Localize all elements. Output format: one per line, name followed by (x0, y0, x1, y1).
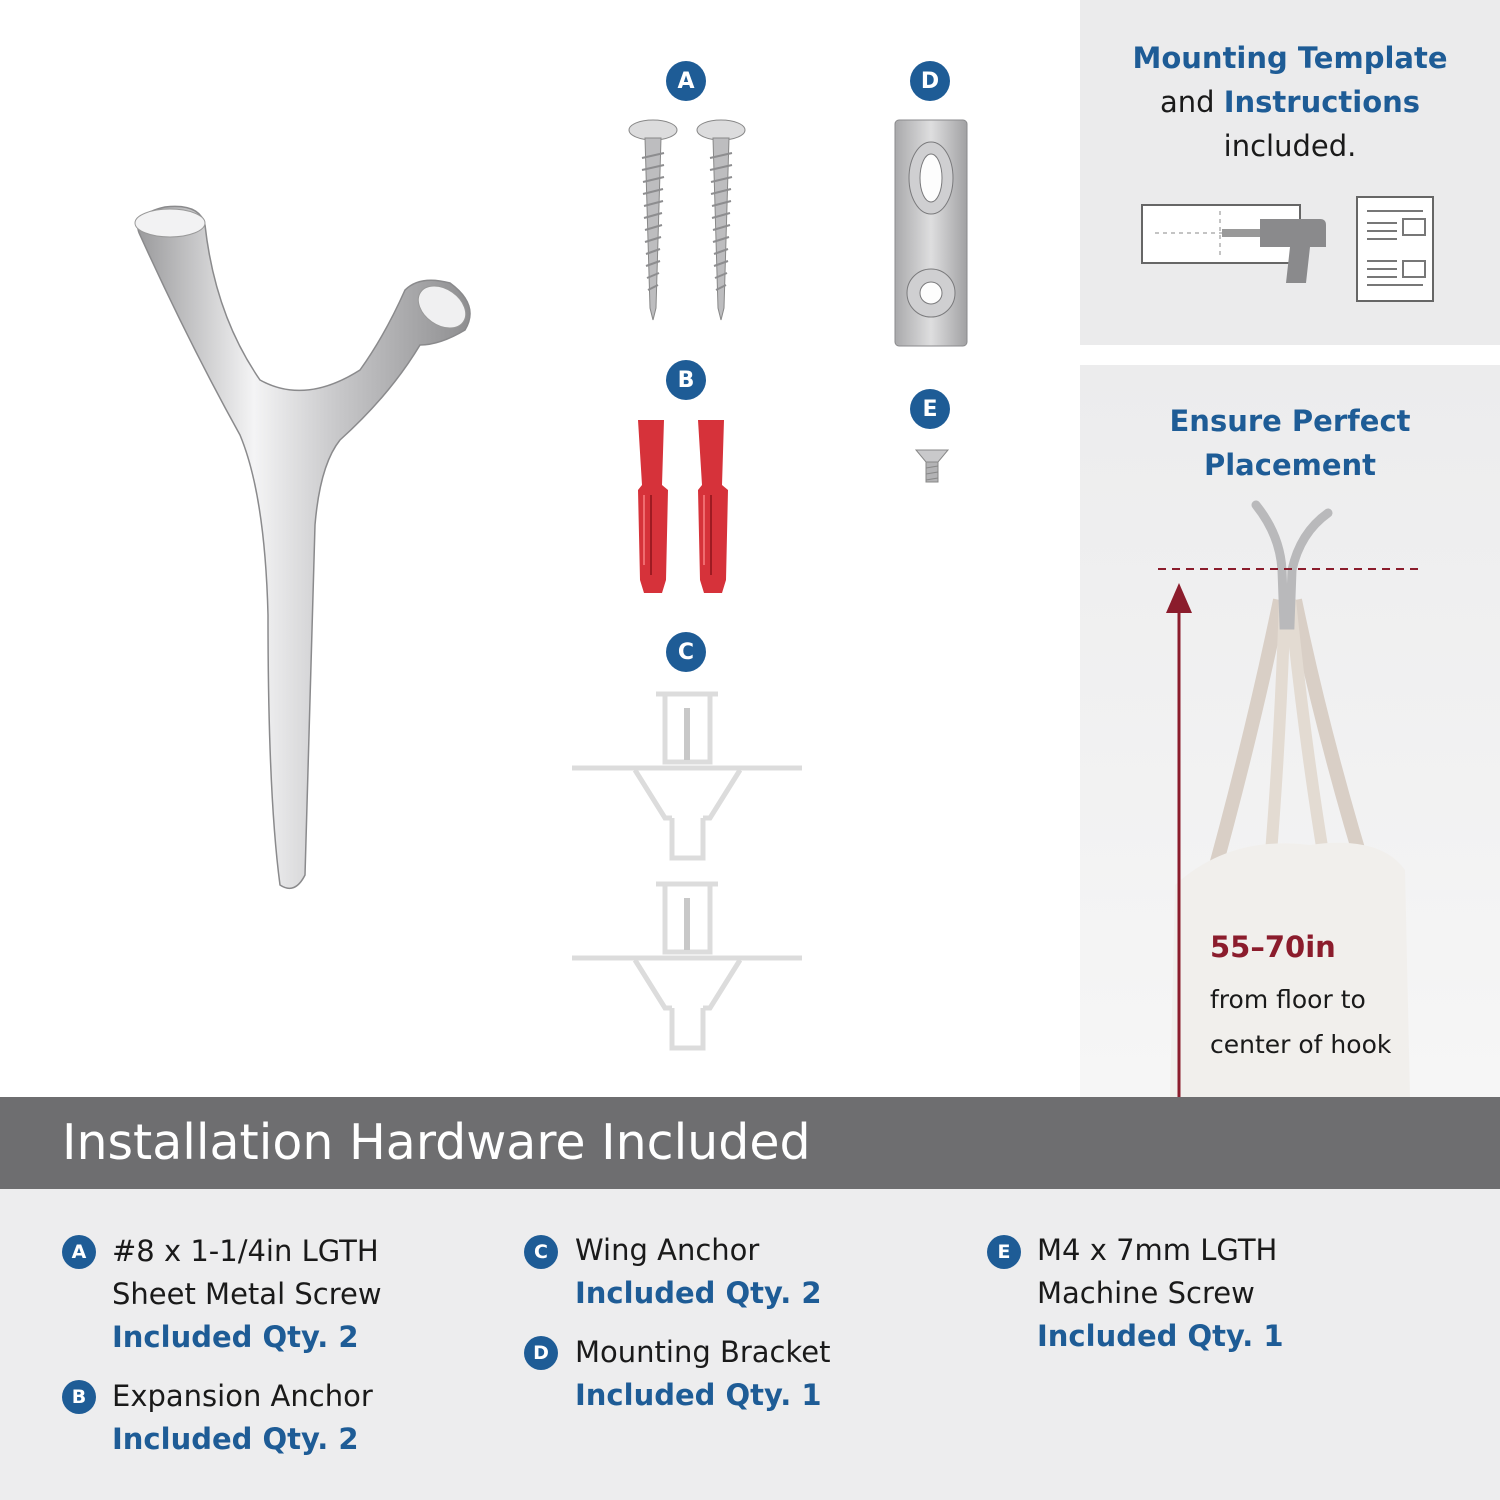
banner-title: Installation Hardware Included (62, 1114, 811, 1171)
legend-item-b: Expansion Anchor Included Qty. 2 (112, 1379, 373, 1456)
hook-product-image (120, 195, 490, 905)
legend-badge-c: C (524, 1235, 558, 1269)
template-panel (1080, 0, 1500, 345)
template-drill-icon (1140, 195, 1340, 295)
template-instructions: Instructions (1223, 85, 1421, 119)
mounting-bracket-image (893, 118, 971, 350)
template-and: and (1159, 85, 1215, 119)
legend-item-e: M4 x 7mm LGTH Machine Screw Included Qty. 1 (1037, 1233, 1284, 1353)
legend-badge-a: A (62, 1235, 96, 1269)
placement-panel (1080, 365, 1500, 1097)
part-badge-e: E (910, 389, 950, 429)
legend-item-d: Mounting Bracket Included Qty. 1 (575, 1335, 831, 1412)
legend-item-a: #8 x 1-1/4in LGTH Sheet Metal Screw Included Qty. 2 (112, 1234, 382, 1354)
template-panel-heading (1080, 36, 1500, 168)
legend-item-c: Wing Anchor Included Qty. 2 (575, 1233, 822, 1310)
template-title: Mounting Template (1132, 41, 1448, 75)
expansion-anchors-image (630, 415, 740, 600)
machine-screw-image (912, 446, 952, 486)
wing-anchors-image (570, 688, 805, 1058)
legend-badge-b: B (62, 1380, 96, 1414)
legend-area (0, 1189, 1500, 1500)
part-badge-b: B (666, 360, 706, 400)
legend-badge-e: E (987, 1235, 1021, 1269)
placement-desc: from floor to center of hook (1210, 985, 1392, 1059)
instructions-document-icon (1355, 195, 1435, 305)
part-badge-d: D (910, 61, 950, 101)
part-badge-c: C (666, 632, 706, 672)
sheet-metal-screws-image (620, 118, 760, 328)
part-badge-a: A (666, 61, 706, 101)
installation-banner (0, 1097, 1500, 1189)
placement-title: Ensure Perfect Placement (1169, 404, 1411, 482)
placement-range: 55–70in (1210, 930, 1336, 964)
legend-badge-d: D (524, 1336, 558, 1370)
template-included: included. (1223, 129, 1357, 163)
